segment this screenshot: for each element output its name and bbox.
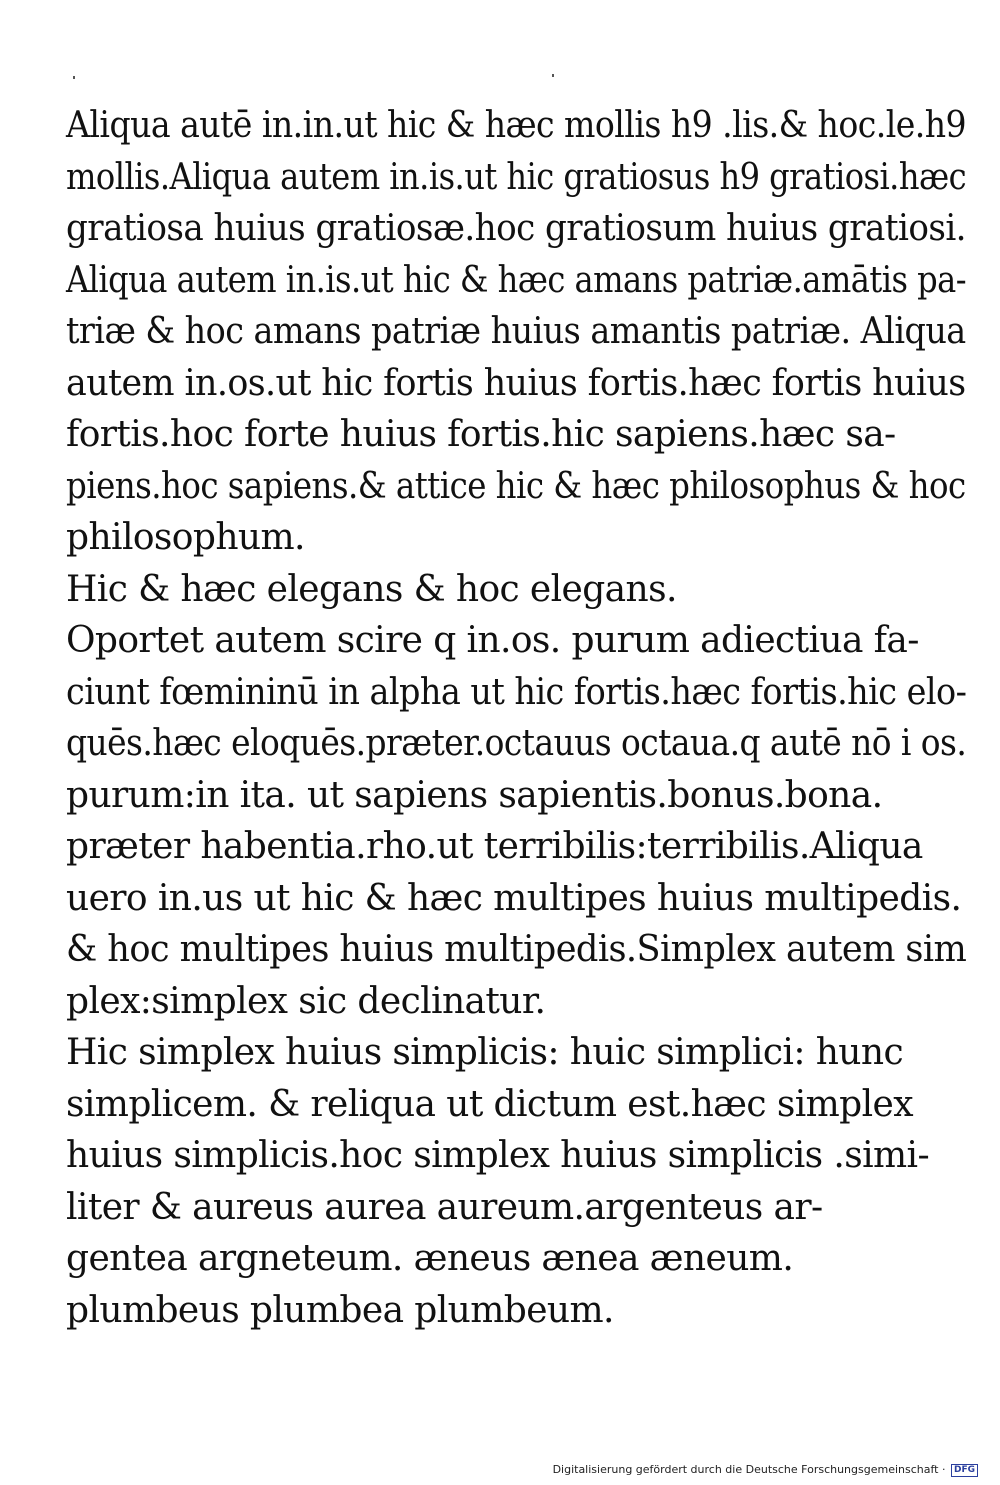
text-line-2: mollis.Aliqua autem in.is.ut hic gratiosus h9 gratiosi.hæc xyxy=(66,156,967,198)
text-line-19: Hic simplex huius simplicis: huic simplici: hunc xyxy=(66,1032,904,1073)
dfg-logo: DFG xyxy=(951,1464,978,1477)
latin-text-block xyxy=(66,100,966,1336)
text-line-23: gentea argneteum. æneus ænea æneum. xyxy=(66,1238,794,1279)
text-line-1: Aliqua autē in.in.ut hic & hæc mollis h9 .lis.& hoc.le.h9 xyxy=(66,105,967,146)
text-line-5: triæ & hoc amans patriæ huius amantis patriæ. Aliqua xyxy=(66,311,966,352)
text-line-17: & hoc multipes huius multipedis.Simplex autem sim xyxy=(66,929,967,970)
text-line-14: purum:in ita. ut sapiens sapientis.bonus.bona. xyxy=(66,774,883,816)
text-line-10: Hic & hæc elegans & hoc elegans. xyxy=(66,568,677,610)
text-line-4: Aliqua autem in.is.ut hic & hæc amans patriæ.amātis pa- xyxy=(66,259,967,301)
text-line-24: plumbeus plumbea plumbeum. xyxy=(66,1289,614,1331)
text-line-18: plex:simplex sic declinatur. xyxy=(66,980,546,1022)
text-line-3: gratiosa huius gratiosæ.hoc gratiosum huius gratiosi. xyxy=(66,208,966,249)
text-line-9: philosophum. xyxy=(66,517,305,558)
text-line-11: Oportet autem scire q in.os. purum adiectiua fa- xyxy=(66,620,919,661)
footer-text: Digitalisierung gefördert durch die Deutsche Forschungsgemeinschaft · xyxy=(552,1463,946,1476)
text-line-8: piens.hoc sapiens.& attice hic & hæc philosophus & hoc xyxy=(66,465,966,507)
ink-speck xyxy=(73,76,75,79)
text-line-16: uero in.us ut hic & hæc multipes huius multipedis. xyxy=(66,877,962,919)
text-line-6: autem in.os.ut hic fortis huius fortis.hæc fortis huius xyxy=(66,362,966,404)
dfg-funding-footer xyxy=(553,1463,978,1477)
text-line-21: huius simplicis.hoc simplex huius simplicis .simi- xyxy=(66,1135,930,1176)
text-line-20: simplicem. & reliqua ut dictum est.hæc simplex xyxy=(66,1083,913,1125)
text-line-12: ciunt fœmininū in alpha ut hic fortis.hæc fortis.hic elo- xyxy=(66,671,967,713)
text-line-22: liter & aureus aurea aureum.argenteus ar- xyxy=(66,1186,823,1228)
text-line-15: præter habentia.rho.ut terribilis:terribilis.Aliqua xyxy=(66,826,923,867)
text-line-7: fortis.hoc forte huius fortis.hic sapiens.hæc sa- xyxy=(66,414,896,455)
ink-speck xyxy=(552,74,554,77)
text-line-13: quēs.hæc eloquēs.præter.octauus octaua.q autē nō i os. xyxy=(66,723,967,764)
